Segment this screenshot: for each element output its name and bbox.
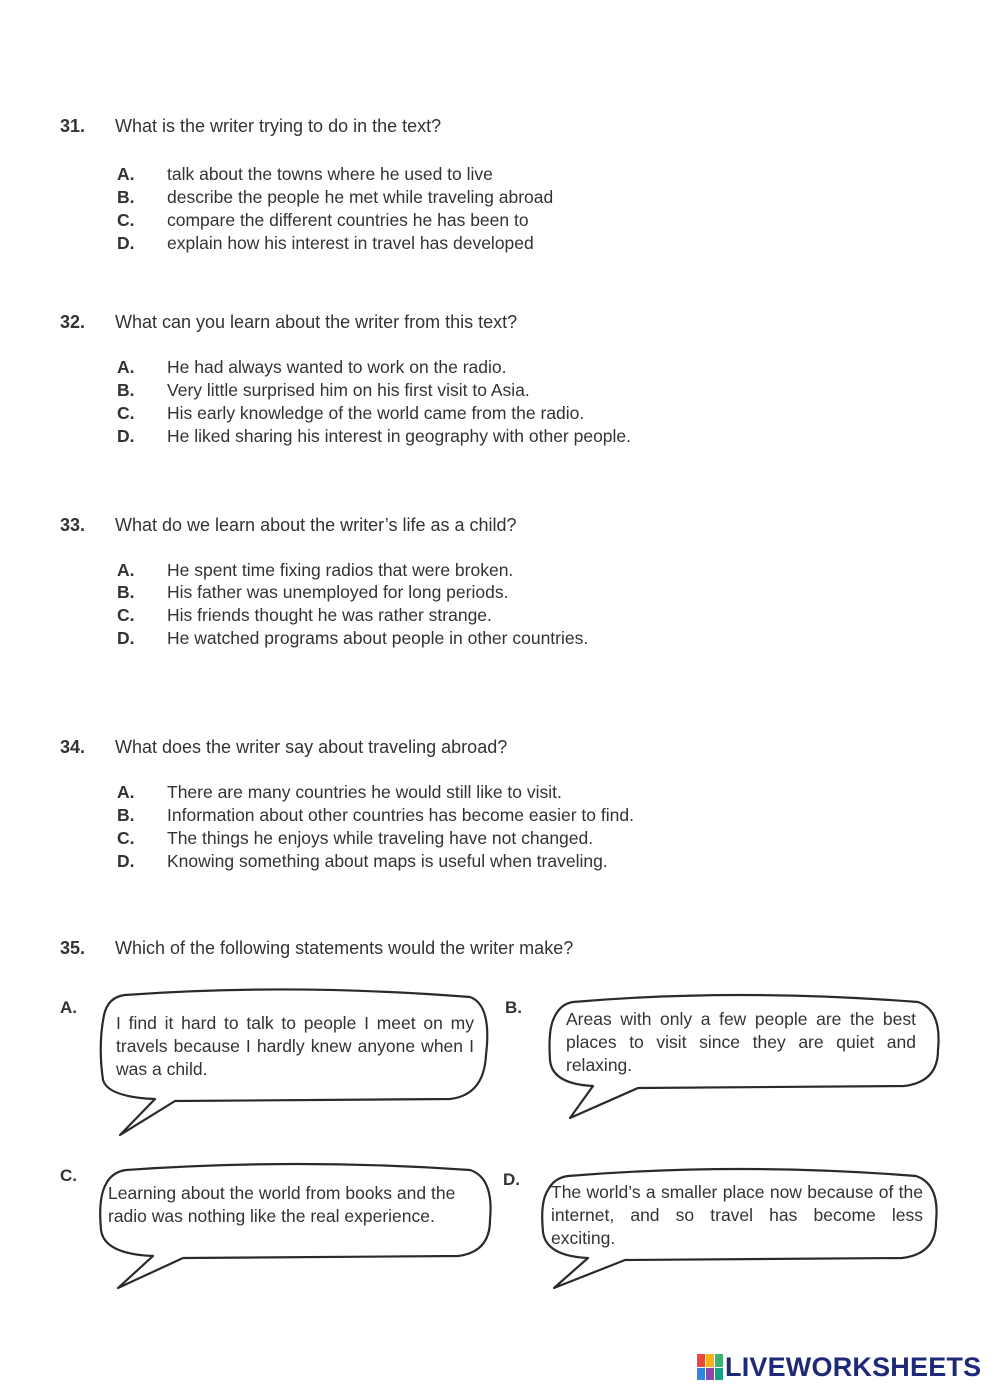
bubble-text: I find it hard to talk to people I meet on my travels because I hardly knew anyone when I was a child. — [116, 1013, 474, 1079]
question-number: 34. — [60, 737, 86, 757]
option-letter: B. — [117, 380, 135, 400]
option-text: His early knowledge of the world came from the radio. — [167, 403, 585, 423]
option-text: His father was unemployed for long periods. — [167, 582, 509, 602]
option-text: describe the people he met while traveling abroad — [167, 187, 554, 207]
option-letter: A. — [117, 357, 135, 377]
speech-bubble-a[interactable] — [100, 985, 492, 1135]
option-text: The things he enjoys while traveling have not changed. — [167, 828, 594, 848]
option-text: He watched programs about people in other countries. — [167, 628, 589, 648]
option-text: Very little surprised him on his first visit to Asia. — [167, 380, 530, 400]
option-letter: B. — [117, 582, 135, 602]
option-text: Knowing something about maps is useful when traveling. — [167, 851, 608, 871]
liveworksheets-logo[interactable] — [697, 1352, 981, 1382]
bubble-letter-b: B. — [505, 998, 522, 1017]
option-34-b[interactable] — [0, 805, 1000, 829]
option-text: explain how his interest in travel has developed — [167, 233, 534, 253]
option-letter: C. — [117, 605, 135, 625]
option-letter: C. — [117, 403, 135, 423]
option-letter: C. — [117, 828, 135, 848]
option-text: talk about the towns where he used to live — [167, 164, 493, 184]
option-letter: C. — [117, 210, 135, 230]
option-letter: D. — [117, 233, 135, 253]
option-33-d[interactable] — [0, 628, 1000, 652]
option-letter: A. — [117, 560, 135, 580]
question-text: Which of the following statements would the writer make? — [115, 938, 574, 958]
option-text: He had always wanted to work on the radio. — [167, 357, 507, 377]
logo-text: LIVEWORKSHEETS — [725, 1351, 982, 1382]
logo-mark-square — [706, 1368, 714, 1381]
option-32-b[interactable] — [0, 380, 1000, 404]
speech-bubble-c[interactable] — [98, 1160, 494, 1290]
option-text: He liked sharing his interest in geography with other people. — [167, 426, 632, 446]
question-number: 32. — [60, 312, 86, 332]
option-letter: A. — [117, 164, 135, 184]
question-number: 33. — [60, 515, 86, 535]
option-letter: D. — [117, 426, 135, 446]
option-text: He spent time fixing radios that were broken. — [167, 560, 514, 580]
bubble-letter-c: C. — [60, 1166, 77, 1185]
option-34-d[interactable] — [0, 851, 1000, 875]
option-letter: A. — [117, 782, 135, 802]
option-32-a[interactable] — [0, 357, 1000, 381]
option-31-d[interactable] — [0, 233, 1000, 257]
question-text: What does the writer say about traveling abroad? — [115, 737, 508, 757]
bubble-text: The world’s a smaller place now because of the internet, and so travel has become less exciting. — [551, 1182, 923, 1248]
option-letter: B. — [117, 187, 135, 207]
logo-mark-square — [715, 1354, 723, 1367]
question-number: 35. — [60, 938, 86, 958]
bubble-letter-d: D. — [503, 1170, 520, 1189]
option-31-b[interactable] — [0, 187, 1000, 211]
option-34-a[interactable] — [0, 782, 1000, 806]
option-text: There are many countries he would still like to visit. — [167, 782, 562, 802]
option-31-c[interactable] — [0, 210, 1000, 234]
option-33-a[interactable] — [0, 560, 1000, 584]
option-33-c[interactable] — [0, 605, 1000, 629]
logo-mark-square — [715, 1368, 723, 1381]
option-32-c[interactable] — [0, 403, 1000, 427]
liveworksheets-logo-icon — [697, 1354, 723, 1380]
bubble-text: Areas with only a few people are the best places to visit since they are quiet and relaxing. — [566, 1009, 916, 1075]
option-34-c[interactable] — [0, 828, 1000, 852]
bubble-letter-a: A. — [60, 998, 77, 1017]
option-33-b[interactable] — [0, 582, 1000, 606]
option-letter: D. — [117, 851, 135, 871]
option-letter: B. — [117, 805, 135, 825]
question-text: What is the writer trying to do in the text? — [115, 116, 442, 136]
option-text: His friends thought he was rather strange. — [167, 605, 492, 625]
logo-mark-square — [706, 1354, 714, 1367]
bubble-text: Learning about the world from books and the radio was nothing like the real experience. — [108, 1183, 456, 1226]
speech-bubble-d[interactable] — [540, 1164, 940, 1290]
option-31-a[interactable] — [0, 164, 1000, 188]
option-text: Information about other countries has become easier to find. — [167, 805, 634, 825]
option-32-d[interactable] — [0, 426, 1000, 450]
logo-mark-square — [697, 1368, 705, 1381]
option-letter: D. — [117, 628, 135, 648]
question-text: What can you learn about the writer from this text? — [115, 312, 518, 332]
option-text: compare the different countries he has been to — [167, 210, 529, 230]
speech-bubble-b[interactable] — [548, 990, 942, 1120]
question-text: What do we learn about the writer’s life as a child? — [115, 515, 517, 535]
logo-mark-square — [697, 1354, 705, 1367]
question-number: 31. — [60, 116, 86, 136]
